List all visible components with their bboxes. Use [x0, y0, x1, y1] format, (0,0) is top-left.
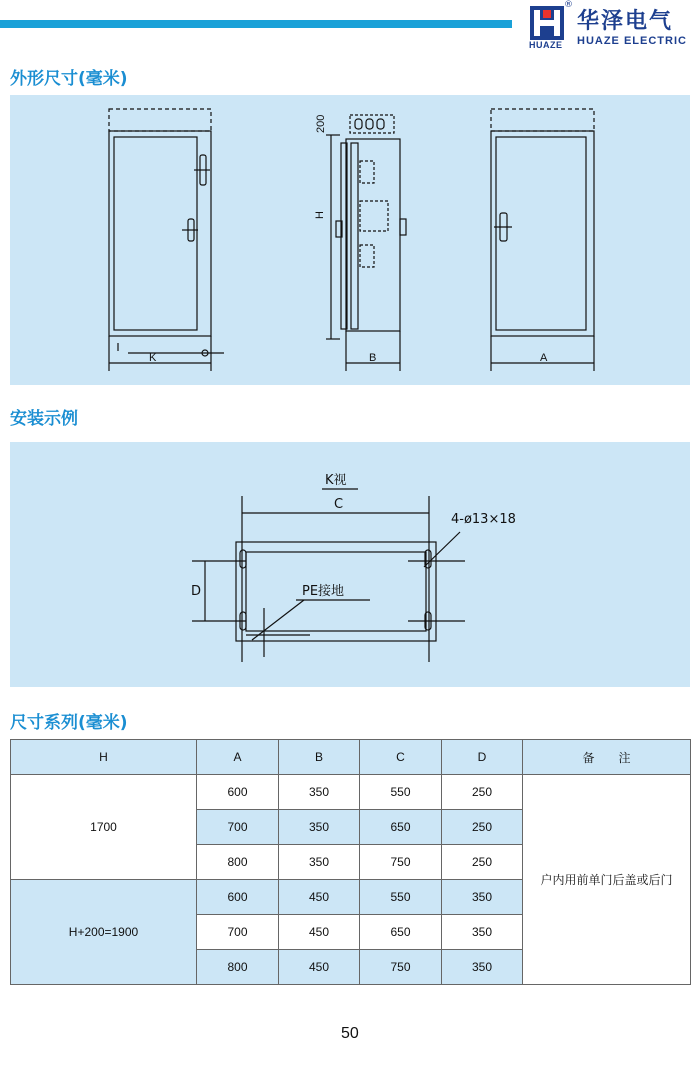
- view-label: K视: [325, 473, 347, 488]
- group-h-1900: H+200=1900: [11, 880, 197, 985]
- side-view: [326, 115, 406, 371]
- cell-d: 250: [442, 845, 523, 880]
- cell-c: 550: [360, 880, 442, 915]
- cell-b: 450: [279, 880, 360, 915]
- dimension-table: [10, 739, 691, 985]
- dim-label-k: K: [149, 352, 157, 364]
- cell-d: 250: [442, 810, 523, 845]
- header-remark: 备 注: [523, 740, 691, 775]
- cell-b: 350: [279, 845, 360, 880]
- install-drawing: [10, 442, 690, 687]
- table-row: [11, 775, 691, 810]
- brand-name-en: HUAZE ELECTRIC: [577, 35, 687, 47]
- dim-label-h: H: [314, 211, 326, 219]
- cell-b: 450: [279, 915, 360, 950]
- outline-section-title: 外形尺寸(毫米): [10, 69, 128, 89]
- header-h: H: [11, 740, 197, 775]
- install-drawing-panel: [10, 442, 690, 687]
- page-number: 50: [341, 1025, 359, 1042]
- huaze-logo-icon: [530, 6, 564, 40]
- cell-a: 800: [197, 950, 279, 985]
- cell-c: 750: [360, 845, 442, 880]
- dim-label-200: 200: [315, 114, 327, 133]
- header-c: C: [360, 740, 442, 775]
- cell-a: 600: [197, 775, 279, 810]
- cell-a: 800: [197, 845, 279, 880]
- dim-label-c: C: [334, 497, 344, 512]
- front-view: [109, 109, 224, 371]
- dim-label-a: A: [540, 352, 548, 364]
- header-accent-bar: [0, 20, 512, 28]
- dim-label-b: B: [369, 352, 377, 364]
- cell-b: 450: [279, 950, 360, 985]
- cell-a: 700: [197, 915, 279, 950]
- rear-view: [491, 109, 594, 371]
- cell-a: 600: [197, 880, 279, 915]
- remark-cell: 户内用前单门后盖或后门: [523, 775, 691, 985]
- cell-c: 650: [360, 915, 442, 950]
- cell-d: 350: [442, 915, 523, 950]
- cell-d: 350: [442, 950, 523, 985]
- group-h-1700: 1700: [11, 775, 197, 880]
- install-section-title: 安装示例: [10, 409, 78, 429]
- cell-b: 350: [279, 810, 360, 845]
- header-d: D: [442, 740, 523, 775]
- registered-mark: ®: [564, 0, 573, 10]
- logo-abbrev: HUAZE: [529, 40, 563, 50]
- series-section-title: 尺寸系列(毫米): [10, 713, 128, 733]
- cell-a: 700: [197, 810, 279, 845]
- cell-d: 250: [442, 775, 523, 810]
- header-b: B: [279, 740, 360, 775]
- hole-spec-label: 4-ø13×18: [451, 512, 516, 527]
- pe-ground-label: PE接地: [302, 584, 345, 599]
- header-a: A: [197, 740, 279, 775]
- outline-drawing-panel: [10, 95, 690, 385]
- dim-label-d: D: [191, 584, 202, 599]
- table-header-row: [11, 740, 691, 775]
- cell-c: 650: [360, 810, 442, 845]
- cell-d: 350: [442, 880, 523, 915]
- cell-c: 750: [360, 950, 442, 985]
- brand-name-cn: 华泽电气: [577, 9, 674, 34]
- outline-drawing: [10, 95, 690, 385]
- cell-c: 550: [360, 775, 442, 810]
- cell-b: 350: [279, 775, 360, 810]
